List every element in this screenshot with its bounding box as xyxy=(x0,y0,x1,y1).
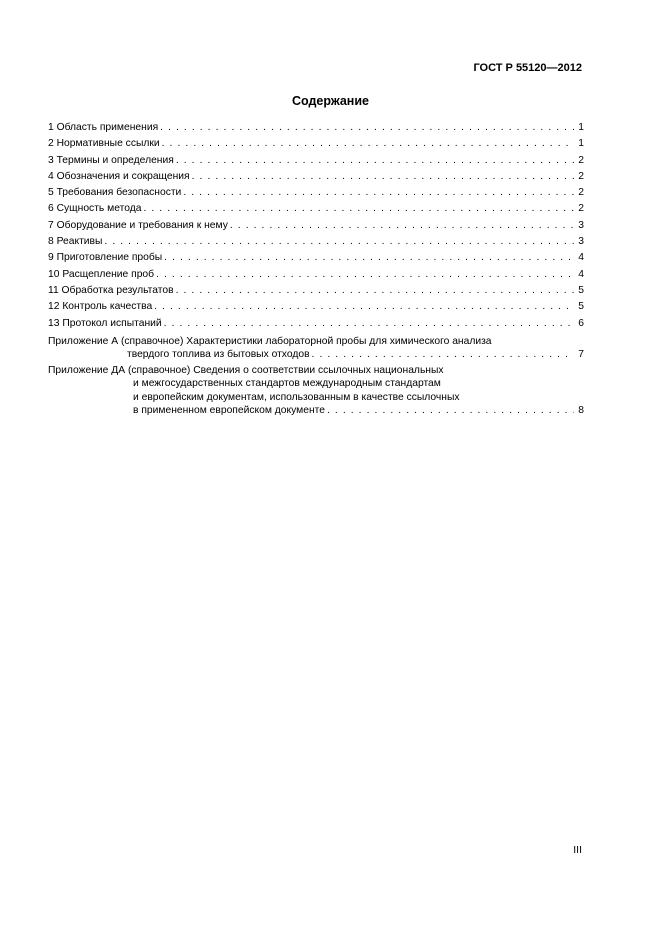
leader-dots xyxy=(164,316,574,332)
toc-item[interactable] xyxy=(48,136,584,152)
toc-item-label: 13 Протокол испытаний xyxy=(48,317,162,329)
document-code: ГОСТ Р 55120—2012 xyxy=(473,62,582,74)
toc-item[interactable] xyxy=(48,218,584,234)
toc-item-page: 2 xyxy=(578,170,584,182)
toc-item-page: 6 xyxy=(578,317,584,329)
toc-item[interactable] xyxy=(48,283,584,299)
toc-item-page: 2 xyxy=(578,187,584,199)
leader-dots xyxy=(312,348,574,362)
toc-item-page: 4 xyxy=(578,252,584,264)
toc-item-label: 12 Контроль качества xyxy=(48,301,153,313)
appendix-da-line-1: Приложение ДА (справочное) Сведения о соответствии ссылочных национальных xyxy=(48,364,444,376)
toc-item-page: 2 xyxy=(578,203,584,215)
toc-item-label: 10 Расщепление проб xyxy=(48,268,155,280)
page-number: III xyxy=(573,844,582,856)
toc-item-label: 1 Область применения xyxy=(48,122,159,133)
leader-dots xyxy=(156,267,574,283)
appendix-da-page: 8 xyxy=(578,405,584,417)
toc-item-page: 1 xyxy=(578,138,584,150)
toc-item-page: 4 xyxy=(578,268,584,280)
leader-dots xyxy=(176,283,574,299)
appendix-da-line-2: и межгосударственных стандартов международным стандартам xyxy=(133,378,441,390)
toc-item-page: 1 xyxy=(578,122,584,133)
toc-item[interactable] xyxy=(48,316,584,332)
leader-dots xyxy=(104,234,574,250)
toc-item-page: 2 xyxy=(578,154,584,166)
toc-item[interactable] xyxy=(48,250,584,266)
appendix-da-last-line xyxy=(48,404,584,418)
appendix-a-last-line xyxy=(48,348,584,362)
leader-dots xyxy=(176,153,574,169)
toc-item-page: 3 xyxy=(578,219,584,231)
toc-item[interactable] xyxy=(48,185,584,201)
leader-dots xyxy=(162,136,574,152)
leader-dots xyxy=(154,299,574,315)
leader-dots xyxy=(192,169,574,185)
toc-item-label: 5 Требования безопасности xyxy=(48,187,182,199)
toc-item-label: 7 Оборудование и требования к нему xyxy=(48,219,228,231)
appendix-a-line-1: Приложение А (справочное) Характеристики лабораторной пробы для химического анализа xyxy=(48,335,492,347)
toc-item-label: 3 Термины и определения xyxy=(48,154,174,166)
toc-item-label: 9 Приготовление пробы xyxy=(48,252,163,264)
toc-item[interactable] xyxy=(48,267,584,283)
toc-item-page: 5 xyxy=(578,301,584,313)
toc-item-label: 8 Реактивы xyxy=(48,236,103,248)
appendix-a-line-2: твердого топлива из бытовых отходов xyxy=(127,349,310,361)
toc-item[interactable] xyxy=(48,201,584,217)
leader-dots xyxy=(183,185,574,201)
toc-item-page: 5 xyxy=(578,284,584,296)
appendix-da-line-4: в примененном европейском документе xyxy=(133,405,325,417)
leader-dots xyxy=(160,120,574,136)
toc-item-page: 3 xyxy=(578,236,584,248)
appendix-da-line-3: и европейским документам, использованным в качестве ссылочных xyxy=(133,391,460,403)
toc-item-label: 2 Нормативные ссылки xyxy=(48,138,160,150)
toc-item[interactable] xyxy=(48,169,584,185)
toc-item-label: 6 Сущность метода xyxy=(48,203,142,215)
toc-item[interactable] xyxy=(48,120,584,136)
toc-item[interactable] xyxy=(48,299,584,315)
toc-item-label: 11 Обработка результатов xyxy=(48,284,174,296)
toc-appendix-a[interactable] xyxy=(48,335,584,362)
toc-appendix-da[interactable] xyxy=(48,364,584,418)
toc-item[interactable] xyxy=(48,153,584,169)
toc-item[interactable] xyxy=(48,234,584,250)
page-title: Содержание xyxy=(291,94,369,108)
leader-dots xyxy=(164,250,574,266)
toc-item-label: 4 Обозначения и сокращения xyxy=(48,170,190,182)
leader-dots xyxy=(327,404,574,418)
leader-dots xyxy=(143,201,574,217)
table-of-contents xyxy=(48,120,584,418)
appendix-a-page: 7 xyxy=(578,349,584,361)
leader-dots xyxy=(230,218,574,234)
